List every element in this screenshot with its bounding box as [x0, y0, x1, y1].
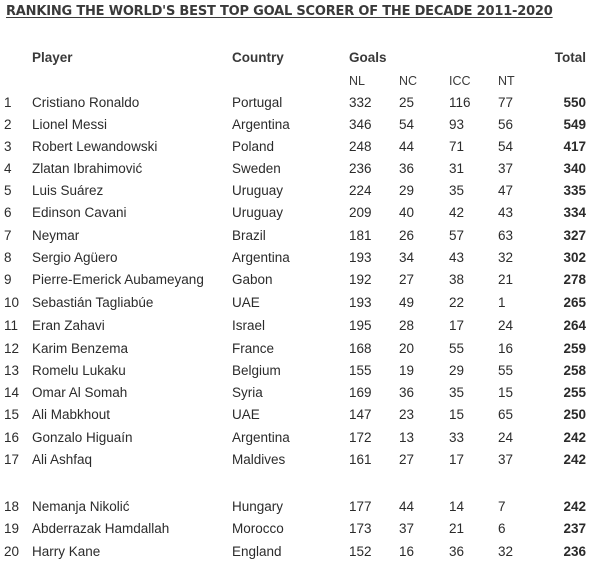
nl-goals-cell: 161	[349, 452, 372, 467]
nc-goals-cell: 25	[399, 95, 415, 110]
icc-goals-cell: 38	[449, 272, 465, 287]
nl-goals-cell: 332	[349, 95, 372, 110]
total-goals-cell: 549	[563, 117, 586, 132]
nl-goals-cell: 155	[349, 363, 372, 378]
total-goals-cell: 265	[563, 295, 586, 310]
total-goals-cell: 278	[563, 272, 586, 287]
subheader-nt: NT	[498, 74, 515, 88]
country-cell: Portugal	[232, 95, 283, 110]
subheader-nl: NL	[349, 74, 365, 88]
nl-goals-cell: 172	[349, 430, 372, 445]
nt-goals-cell: 43	[498, 205, 514, 220]
nc-goals-cell: 44	[399, 499, 415, 514]
country-cell: France	[232, 341, 275, 356]
icc-goals-cell: 31	[449, 161, 465, 176]
country-cell: Poland	[232, 139, 275, 154]
player-name: Ali Ashfaq	[32, 452, 93, 467]
table-row	[0, 95, 600, 117]
rank-cell: 2	[4, 117, 12, 132]
rank-cell: 3	[4, 139, 12, 154]
header-total: Total	[554, 50, 586, 65]
nl-goals-cell: 181	[349, 228, 372, 243]
icc-goals-cell: 42	[449, 205, 465, 220]
player-name: Zlatan Ibrahimović	[32, 161, 143, 176]
nc-goals-cell: 49	[399, 295, 415, 310]
table-row	[0, 407, 600, 429]
nl-goals-cell: 209	[349, 205, 372, 220]
nt-goals-cell: 24	[498, 430, 514, 445]
table-row	[0, 521, 600, 543]
nl-goals-cell: 168	[349, 341, 372, 356]
icc-goals-cell: 93	[449, 117, 465, 132]
country-cell: UAE	[232, 295, 260, 310]
country-cell: UAE	[232, 407, 260, 422]
total-goals-cell: 340	[563, 161, 586, 176]
country-cell: Maldives	[232, 452, 286, 467]
nc-goals-cell: 19	[399, 363, 415, 378]
nl-goals-cell: 224	[349, 183, 372, 198]
nt-goals-cell: 24	[498, 318, 514, 333]
icc-goals-cell: 55	[449, 341, 465, 356]
total-goals-cell: 417	[563, 139, 586, 154]
table-row	[0, 272, 600, 294]
player-name: Gonzalo Higuaín	[32, 430, 133, 445]
player-name: Sebastián Tagliabúe	[32, 295, 154, 310]
icc-goals-cell: 29	[449, 363, 465, 378]
icc-goals-cell: 33	[449, 430, 465, 445]
rank-cell: 16	[4, 430, 20, 445]
country-cell: Morocco	[232, 521, 284, 536]
table-row	[0, 139, 600, 161]
total-goals-cell: 302	[563, 250, 586, 265]
nc-goals-cell: 29	[399, 183, 415, 198]
subheader-nc: NC	[399, 74, 418, 88]
nc-goals-cell: 13	[399, 430, 415, 445]
nt-goals-cell: 1	[498, 295, 506, 310]
nc-goals-cell: 26	[399, 228, 415, 243]
rank-cell: 6	[4, 205, 12, 220]
player-name: Robert Lewandowski	[32, 139, 158, 154]
country-cell: Argentina	[232, 430, 290, 445]
nc-goals-cell: 54	[399, 117, 415, 132]
nl-goals-cell: 177	[349, 499, 372, 514]
icc-goals-cell: 35	[449, 385, 465, 400]
nc-goals-cell: 28	[399, 318, 415, 333]
total-goals-cell: 237	[563, 521, 586, 536]
icc-goals-cell: 36	[449, 544, 465, 559]
player-name: Cristiano Ronaldo	[32, 95, 140, 110]
nt-goals-cell: 65	[498, 407, 514, 422]
nc-goals-cell: 27	[399, 452, 415, 467]
country-cell: Sweden	[232, 161, 281, 176]
nl-goals-cell: 192	[349, 272, 372, 287]
nl-goals-cell: 193	[349, 295, 372, 310]
nc-goals-cell: 36	[399, 161, 415, 176]
table-row	[0, 295, 600, 317]
nt-goals-cell: 16	[498, 341, 514, 356]
country-cell: Israel	[232, 318, 266, 333]
table-row	[0, 385, 600, 407]
rank-cell: 11	[4, 318, 19, 333]
total-goals-cell: 242	[563, 430, 586, 445]
rank-cell: 17	[4, 452, 20, 467]
nt-goals-cell: 54	[498, 139, 514, 154]
icc-goals-cell: 17	[449, 452, 465, 467]
player-name: Edinson Cavani	[32, 205, 127, 220]
player-name: Omar Al Somah	[32, 385, 128, 400]
nt-goals-cell: 37	[498, 452, 514, 467]
rank-cell: 14	[4, 385, 20, 400]
table-row	[0, 499, 600, 521]
nt-goals-cell: 6	[498, 521, 506, 536]
player-name: Sergio Agüero	[32, 250, 118, 265]
rank-cell: 19	[4, 521, 20, 536]
icc-goals-cell: 116	[449, 95, 471, 110]
table-row	[0, 205, 600, 227]
nc-goals-cell: 16	[399, 544, 415, 559]
total-goals-cell: 236	[563, 544, 586, 559]
nc-goals-cell: 36	[399, 385, 415, 400]
total-goals-cell: 264	[563, 318, 586, 333]
icc-goals-cell: 14	[449, 499, 465, 514]
country-cell: Brazil	[232, 228, 266, 243]
nt-goals-cell: 56	[498, 117, 514, 132]
nl-goals-cell: 169	[349, 385, 372, 400]
nc-goals-cell: 20	[399, 341, 415, 356]
icc-goals-cell: 35	[449, 183, 465, 198]
nl-goals-cell: 173	[349, 521, 372, 536]
table-row	[0, 544, 600, 566]
total-goals-cell: 335	[563, 183, 586, 198]
player-name: Ali Mabkhout	[32, 407, 111, 422]
nt-goals-cell: 47	[498, 183, 514, 198]
country-cell: Uruguay	[232, 205, 284, 220]
player-name: Abderrazak Hamdallah	[32, 521, 170, 536]
total-goals-cell: 250	[563, 407, 586, 422]
nc-goals-cell: 23	[399, 407, 415, 422]
total-goals-cell: 258	[563, 363, 586, 378]
table-row	[0, 363, 600, 385]
rank-cell: 12	[4, 341, 20, 356]
page-title: RANKING THE WORLD'S BEST TOP GOAL SCORER OF THE DECADE 2011-2020	[6, 4, 553, 19]
nt-goals-cell: 7	[498, 499, 506, 514]
nl-goals-cell: 193	[349, 250, 372, 265]
country-cell: England	[232, 544, 282, 559]
rank-cell: 5	[4, 183, 12, 198]
nc-goals-cell: 37	[399, 521, 415, 536]
nt-goals-cell: 15	[498, 385, 514, 400]
player-name: Lionel Messi	[32, 117, 108, 132]
header-country: Country	[232, 50, 284, 65]
country-cell: Uruguay	[232, 183, 284, 198]
nl-goals-cell: 195	[349, 318, 372, 333]
rank-cell: 15	[4, 407, 20, 422]
table-row	[0, 117, 600, 139]
rank-cell: 18	[4, 499, 20, 514]
table-row	[0, 250, 600, 272]
player-name: Romelu Lukaku	[32, 363, 126, 378]
total-goals-cell: 327	[563, 228, 586, 243]
nt-goals-cell: 32	[498, 250, 514, 265]
icc-goals-cell: 15	[449, 407, 465, 422]
nl-goals-cell: 248	[349, 139, 372, 154]
rank-cell: 8	[4, 250, 12, 265]
country-cell: Hungary	[232, 499, 284, 514]
icc-goals-cell: 22	[449, 295, 465, 310]
rank-cell: 9	[4, 272, 12, 287]
nc-goals-cell: 44	[399, 139, 415, 154]
nt-goals-cell: 77	[498, 95, 514, 110]
total-goals-cell: 242	[563, 452, 586, 467]
table-row	[0, 341, 600, 363]
player-name: Harry Kane	[32, 544, 101, 559]
total-goals-cell: 550	[563, 95, 586, 110]
header-player: Player	[32, 50, 73, 65]
icc-goals-cell: 57	[449, 228, 465, 243]
nt-goals-cell: 32	[498, 544, 514, 559]
rank-cell: 13	[4, 363, 20, 378]
total-goals-cell: 255	[563, 385, 586, 400]
nl-goals-cell: 236	[349, 161, 372, 176]
nt-goals-cell: 21	[498, 272, 514, 287]
nl-goals-cell: 147	[349, 407, 372, 422]
icc-goals-cell: 71	[449, 139, 465, 154]
player-name: Luis Suárez	[32, 183, 104, 198]
country-cell: Gabon	[232, 272, 273, 287]
country-cell: Argentina	[232, 117, 290, 132]
icc-goals-cell: 43	[449, 250, 465, 265]
rank-cell: 1	[4, 95, 12, 110]
nl-goals-cell: 152	[349, 544, 372, 559]
nc-goals-cell: 40	[399, 205, 415, 220]
subheader-icc: ICC	[449, 74, 471, 88]
table-row	[0, 161, 600, 183]
total-goals-cell: 242	[563, 499, 586, 514]
player-name: Karim Benzema	[32, 341, 129, 356]
player-name: Neymar	[32, 228, 80, 243]
player-name: Eran Zahavi	[32, 318, 105, 333]
total-goals-cell: 259	[563, 341, 586, 356]
nt-goals-cell: 63	[498, 228, 514, 243]
table-row	[0, 183, 600, 205]
table-row	[0, 318, 600, 340]
table-row	[0, 228, 600, 250]
rank-cell: 20	[4, 544, 20, 559]
country-cell: Syria	[232, 385, 263, 400]
player-name: Nemanja Nikolić	[32, 499, 130, 514]
country-cell: Argentina	[232, 250, 290, 265]
header-goals: Goals	[349, 50, 387, 65]
nl-goals-cell: 346	[349, 117, 372, 132]
rank-cell: 4	[4, 161, 12, 176]
nt-goals-cell: 55	[498, 363, 514, 378]
country-cell: Belgium	[232, 363, 281, 378]
icc-goals-cell: 21	[449, 521, 465, 536]
nc-goals-cell: 27	[399, 272, 415, 287]
nt-goals-cell: 37	[498, 161, 514, 176]
table-row	[0, 452, 600, 474]
icc-goals-cell: 17	[449, 318, 465, 333]
rank-cell: 10	[4, 295, 20, 310]
total-goals-cell: 334	[563, 205, 586, 220]
rank-cell: 7	[4, 228, 12, 243]
table-row	[0, 430, 600, 452]
player-name: Pierre-Emerick Aubameyang	[32, 272, 204, 287]
nc-goals-cell: 34	[399, 250, 415, 265]
